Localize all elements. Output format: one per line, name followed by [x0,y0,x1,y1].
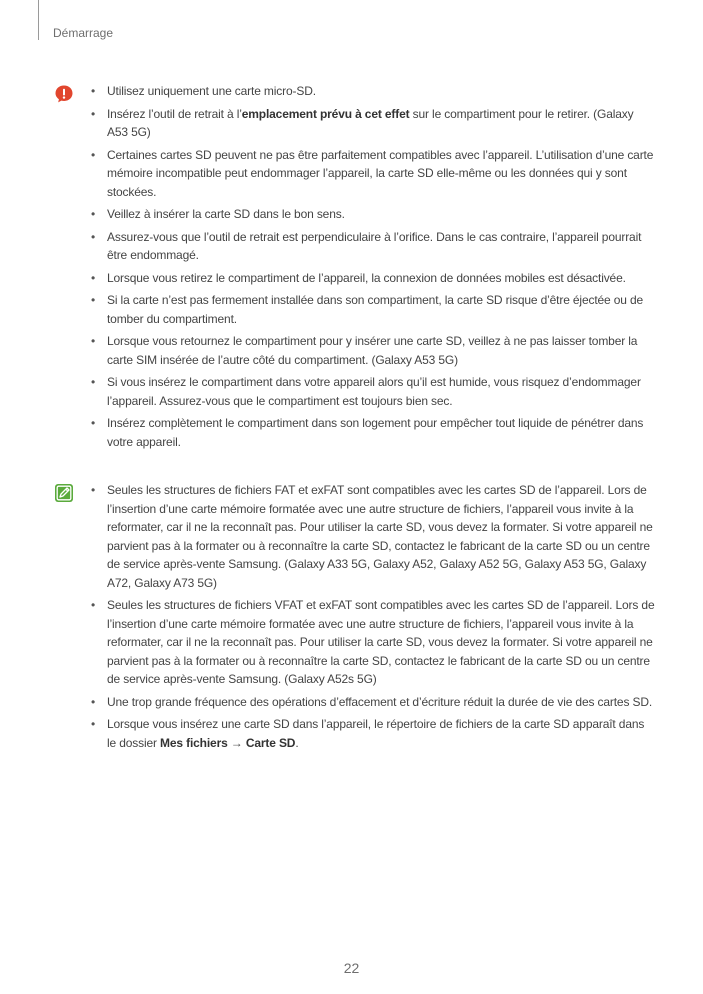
list-item: • Insérez complètement le compartiment dans son logement pour empêcher tout liquide de pénétrer dans votre appareil. [107,414,655,451]
list-item: • Insérez l’outil de retrait à l’emplacement prévu à cet effet sur le compartiment pour le retirer. (Galaxy A53 5G) [107,105,655,142]
list-item: • Une trop grande fréquence des opérations d’effacement et d’écriture réduit la durée de vie des cartes SD. [107,693,655,712]
note-pencil-icon [54,483,74,503]
list-item: • Lorsque vous insérez une carte SD dans l’appareil, le répertoire de fichiers de la carte SD apparaît dans le dossier Mes fichiers → Carte SD. [107,715,655,752]
note-list [107,481,655,756]
list-item: • Assurez-vous que l’outil de retrait est perpendiculaire à l’orifice. Dans le cas contraire, l’appareil pourrait être endommagé. [107,228,655,265]
caution-icon [54,84,74,104]
list-item: • Lorsque vous retournez le compartiment pour y insérer une carte SD, veillez à ne pas laisser tomber la carte SIM insérée de l’autre côté du compartiment. (Galaxy A53 5G) [107,332,655,369]
page-number: 22 [343,960,360,976]
list-item: • Seules les structures de fichiers VFAT et exFAT sont compatibles avec les cartes SD de l’appareil. Lors de l’insertion d’une carte mémoire formatée avec une autre structure de fichiers, l’appareil vous invite à la reformater, car il ne la reconnaît pas. Pour utiliser la carte SD, vous devez la formater. Si votre appareil ne parvient pas à la formater ou à reconnaître la carte SD, contactez le fabricant de la carte SD ou un centre de service après-vente Samsung. (Galaxy A52s 5G) [107,596,655,689]
list-item: • Seules les structures de fichiers FAT et exFAT sont compatibles avec les cartes SD de l’appareil. Lors de l’insertion d’une carte mémoire formatée avec une autre structure de fichiers, l’appareil vous invite à la reformater, car il ne la reconnaît pas. Pour utiliser la carte SD, vous devez la formater. Si votre appareil ne parvient pas à la formater ou à reconnaître la carte SD, contactez le fabricant de la carte SD ou un centre de service après-vente Samsung. (Galaxy A33 5G, Galaxy A52, Galaxy A52 5G, Galaxy A53 5G, Galaxy A72, Galaxy A73 5G) [107,481,655,592]
header-divider [38,0,39,40]
list-item: • Si vous insérez le compartiment dans votre appareil alors qu’il est humide, vous risquez d’endommager l’appareil. Assurez-vous que le compartiment est toujours bien sec. [107,373,655,410]
list-item: • Veillez à insérer la carte SD dans le bon sens. [107,205,655,224]
list-item: • Certaines cartes SD peuvent ne pas être parfaitement compatibles avec l’appareil. L’utilisation d’une carte mémoire incompatible peut endommager l’appareil, la carte SD elle-même ou les données qui y sont stockées. [107,146,655,202]
list-item: • Utilisez uniquement une carte micro-SD. [107,82,655,101]
list-item: • Lorsque vous retirez le compartiment de l’appareil, la connexion de données mobiles est désactivée. [107,269,655,288]
caution-list [107,82,655,455]
section-header: Démarrage [53,26,114,40]
list-item: • Si la carte n’est pas fermement installée dans son compartiment, la carte SD risque d’être éjectée ou de tomber du compartiment. [107,291,655,328]
